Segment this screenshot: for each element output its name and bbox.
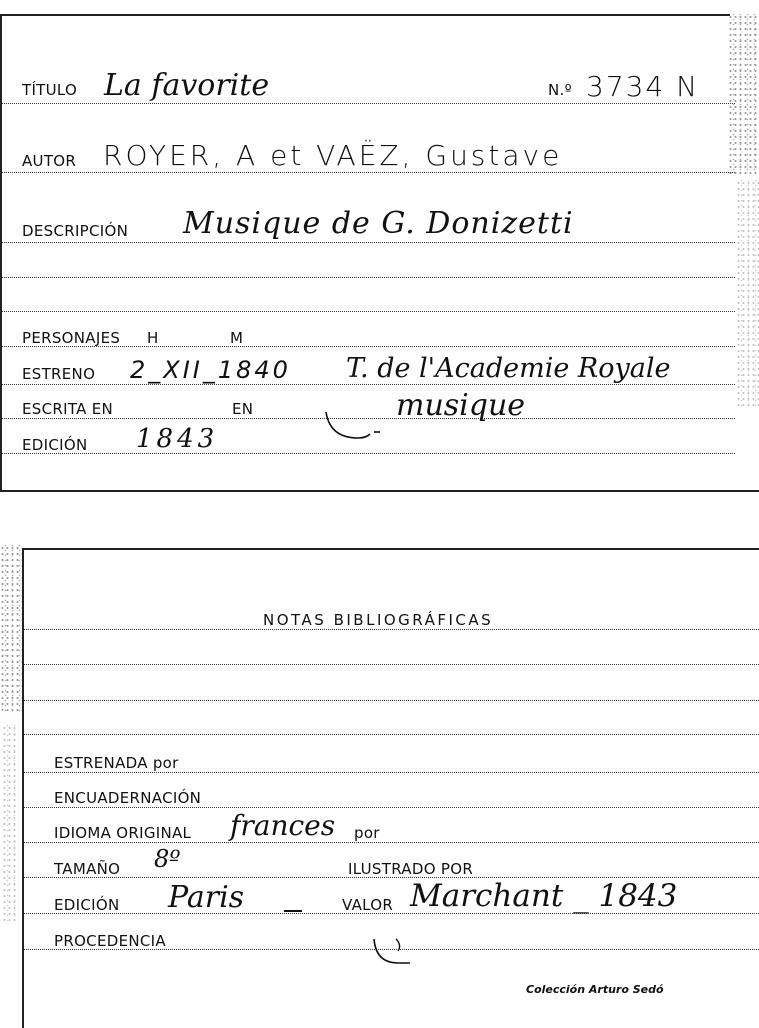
idioma-label: IDIOMA ORIGINAL bbox=[54, 824, 192, 842]
escrita-value: musique bbox=[396, 388, 526, 423]
card-left-edge bbox=[0, 14, 2, 492]
escrita-en-label: ESCRITA EN bbox=[22, 400, 114, 418]
row-line bbox=[24, 664, 759, 665]
ilustrado-label: ILUSTRADO POR bbox=[348, 860, 474, 878]
row-line bbox=[24, 772, 759, 773]
paper-speckle bbox=[736, 180, 759, 410]
personajes-h-label: H bbox=[147, 329, 159, 347]
row-line bbox=[24, 700, 759, 701]
personajes-label: PERSONAJES bbox=[22, 329, 121, 347]
tamano-label: TAMAÑO bbox=[54, 860, 121, 878]
card-top-edge bbox=[22, 548, 759, 550]
paper-speckle bbox=[0, 545, 22, 715]
numero-label: N.º bbox=[548, 81, 572, 99]
estrenada-label: ESTRENADA por bbox=[54, 754, 179, 772]
autor-value: ROYER, A et VAËZ, Gustave bbox=[103, 139, 563, 172]
valor-value: Marchant _ 1843 bbox=[410, 878, 678, 914]
handwritten-mark bbox=[370, 935, 414, 971]
edicion-value: 1843 bbox=[136, 424, 219, 454]
row-line bbox=[0, 242, 735, 243]
descripcion-value: Musique de G. Donizetti bbox=[183, 206, 574, 241]
row-line bbox=[0, 103, 735, 104]
valor-label: VALOR bbox=[342, 896, 394, 914]
row-line bbox=[0, 384, 735, 385]
descripcion-label: DESCRIPCIÓN bbox=[22, 222, 129, 240]
row-line bbox=[0, 277, 735, 278]
row-line bbox=[24, 842, 759, 843]
row-line bbox=[0, 453, 735, 454]
row-line bbox=[24, 734, 759, 735]
card-left-edge bbox=[22, 548, 24, 1028]
titulo-label: TÍTULO bbox=[22, 81, 78, 99]
edicion-value-bottom: Paris bbox=[168, 880, 245, 915]
catalog-card-bottom bbox=[0, 545, 759, 1028]
estreno-label: ESTRENO bbox=[22, 365, 96, 383]
edicion-label: EDICIÓN bbox=[22, 436, 88, 454]
row-line bbox=[0, 172, 735, 173]
card-bottom-edge bbox=[0, 490, 759, 492]
encuadernacion-label: ENCUADERNACIÓN bbox=[54, 789, 202, 807]
row-line bbox=[0, 311, 735, 312]
numero-value: 3734 N bbox=[586, 70, 700, 103]
notas-heading: NOTAS BIBLIOGRÁFICAS bbox=[263, 611, 494, 629]
tamano-value: 8º bbox=[154, 845, 181, 873]
idioma-value: frances bbox=[230, 809, 336, 842]
procedencia-label: PROCEDENCIA bbox=[54, 932, 166, 950]
titulo-value: La favorite bbox=[104, 68, 270, 103]
edicion-label-bottom: EDICIÓN bbox=[54, 896, 120, 914]
autor-label: AUTOR bbox=[22, 152, 77, 170]
card-top-edge bbox=[0, 14, 730, 16]
handwritten-mark bbox=[322, 408, 382, 444]
personajes-m-label: M bbox=[230, 329, 244, 347]
en-label: EN bbox=[232, 400, 254, 418]
estreno-value: 2_XII_1840 bbox=[130, 356, 291, 384]
paper-speckle bbox=[728, 14, 759, 174]
por-label: por bbox=[354, 824, 380, 842]
row-line bbox=[24, 807, 759, 808]
dash-mark bbox=[284, 910, 302, 912]
paper-speckle bbox=[2, 725, 18, 925]
row-line bbox=[24, 629, 759, 630]
estreno-place: T. de l'Academie Royale bbox=[346, 353, 671, 384]
collection-footer: Colección Arturo Sedó bbox=[526, 983, 664, 996]
catalog-card-top bbox=[0, 0, 759, 492]
